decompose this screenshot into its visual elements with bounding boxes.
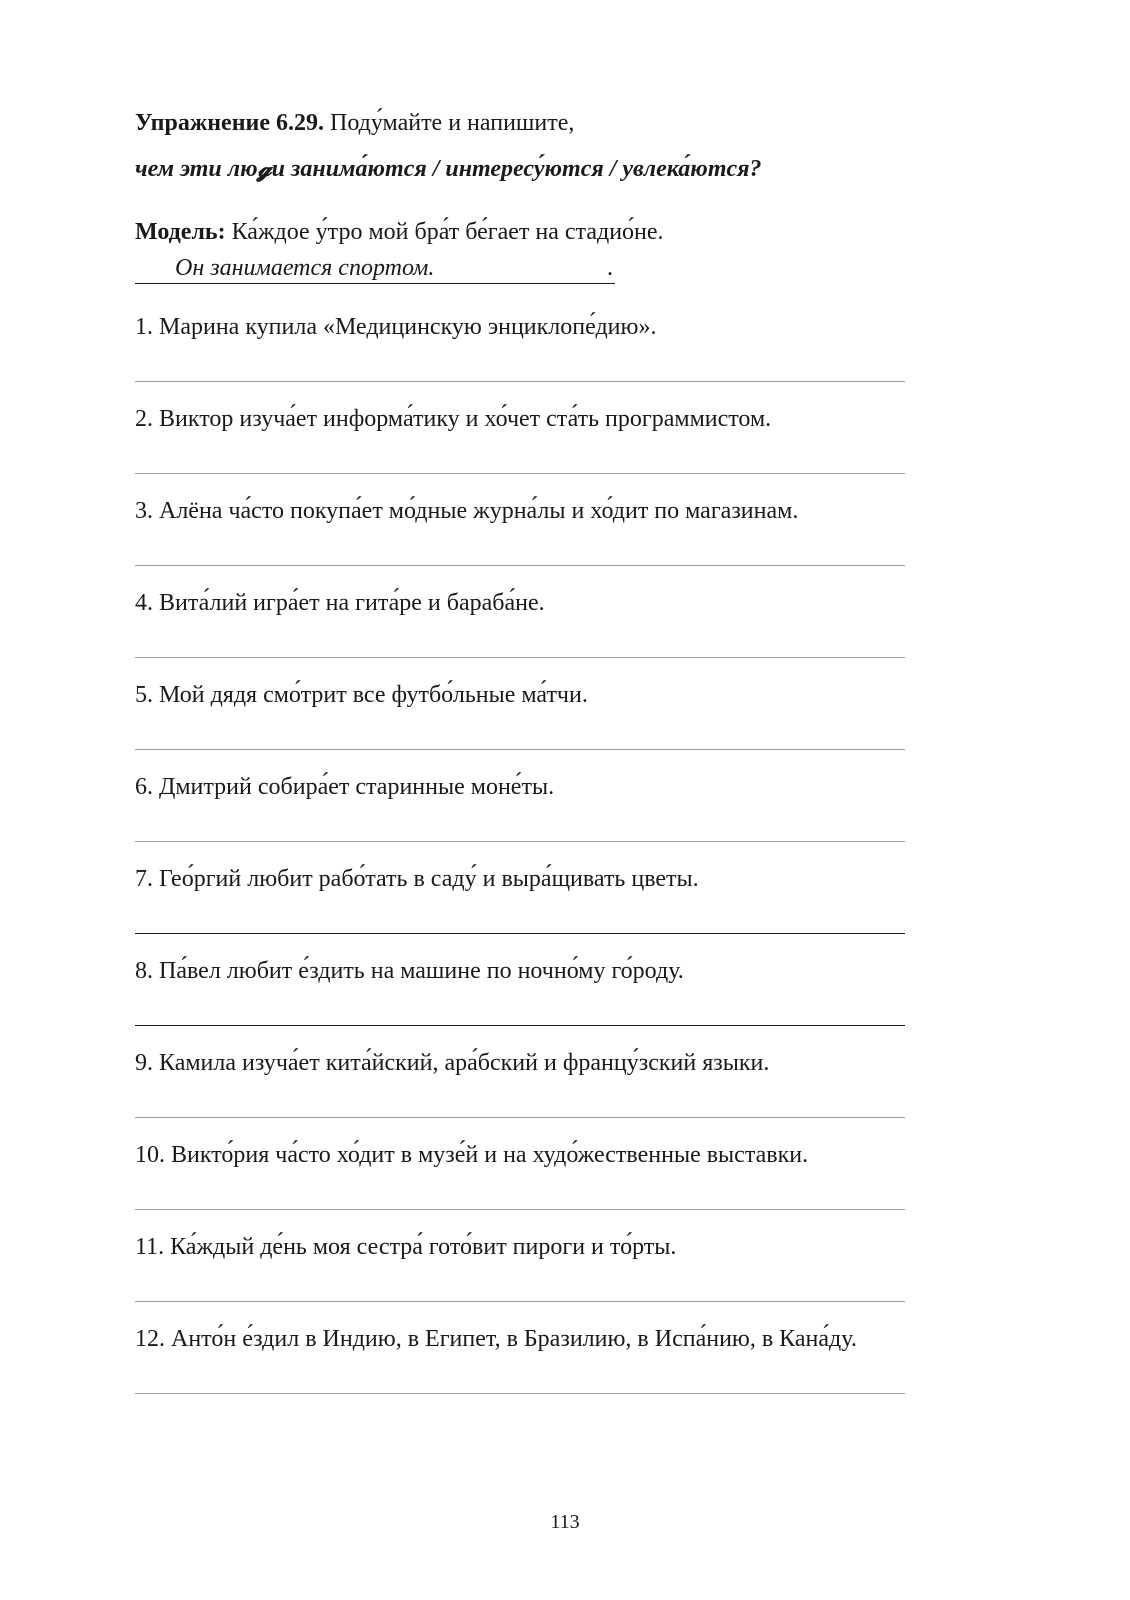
model-answer-period: .: [607, 255, 613, 281]
exercise-item-8: [135, 956, 935, 1048]
item-text: 6. Дмитрий собира́ет старинные моне́ты.: [135, 774, 555, 800]
answer-line[interactable]: [135, 1393, 905, 1394]
exercise-item-3: [135, 496, 935, 588]
item-text: 12. Анто́н е́здил в Индию, в Египет, в Бразилию, в Испа́нию, в Кана́ду.: [135, 1326, 857, 1352]
exercise-item-4: [135, 588, 935, 680]
exercise-heading: [135, 108, 574, 138]
answer-line[interactable]: [135, 841, 905, 842]
exercise-instruction: Поду́майте и напишите,: [330, 110, 575, 136]
answer-line[interactable]: [135, 657, 905, 658]
answer-line[interactable]: [135, 381, 905, 382]
item-text: 3. Алёна ча́сто покупа́ет мо́дные журна́лы и хо́дит по магазинам.: [135, 498, 799, 524]
exercise-items: [135, 312, 935, 1416]
answer-line[interactable]: [135, 565, 905, 566]
exercise-item-7: [135, 864, 935, 956]
exercise-item-5: [135, 680, 935, 772]
item-text: 11. Ка́ждый де́нь моя сестра́ гото́вит пироги и то́рты.: [135, 1234, 677, 1260]
exercise-item-12: [135, 1324, 935, 1416]
answer-line[interactable]: [135, 1025, 905, 1026]
exercise-item-2: [135, 404, 935, 496]
exercise-question: чем эти лю𝓰и занима́ются / интересу́ются / увлека́ются?: [135, 156, 762, 182]
answer-line[interactable]: [135, 1209, 905, 1210]
model-label: Модель:: [135, 219, 226, 245]
item-text: 4. Вита́лий игра́ет на гита́ре и бараба́не.: [135, 590, 545, 616]
answer-line[interactable]: [135, 933, 905, 934]
model-answer: Он занимается спортом.: [175, 255, 435, 281]
model-example: [135, 217, 664, 247]
item-text: 10. Викто́рия ча́сто хо́дит в музе́й и на худо́жественные выставки.: [135, 1142, 809, 1168]
exercise-item-6: [135, 772, 935, 864]
exercise-item-9: [135, 1048, 935, 1140]
item-text: 1. Марина купила «Медицинскую энциклопе́дию».: [135, 314, 657, 340]
page-number: 113: [550, 1511, 580, 1533]
answer-line[interactable]: [135, 749, 905, 750]
item-text: 2. Виктор изуча́ет информа́тику и хо́чет ста́ть программистом.: [135, 406, 772, 432]
answer-line[interactable]: [135, 1117, 905, 1118]
exercise-item-11: [135, 1232, 935, 1324]
item-text: 5. Мой дядя смо́трит все футбо́льные ма́тчи.: [135, 682, 588, 708]
exercise-item-10: [135, 1140, 935, 1232]
exercise-item-1: [135, 312, 935, 404]
answer-line[interactable]: [135, 1301, 905, 1302]
item-text: 7. Гео́ргий любит рабо́тать в саду́ и выра́щивать цветы.: [135, 866, 699, 892]
item-text: 9. Камила изуча́ет кита́йский, ара́бский и францу́зский языки.: [135, 1050, 770, 1076]
answer-line[interactable]: [135, 473, 905, 474]
model-answer-line: [135, 253, 615, 284]
item-text: 8. Па́вел любит е́здить на машине по ночно́му го́роду.: [135, 958, 684, 984]
exercise-number: Упражнение 6.29.: [135, 110, 325, 136]
model-sentence: Ка́ждое у́тро мой бра́т бе́гает на стадио́не.: [231, 219, 664, 245]
